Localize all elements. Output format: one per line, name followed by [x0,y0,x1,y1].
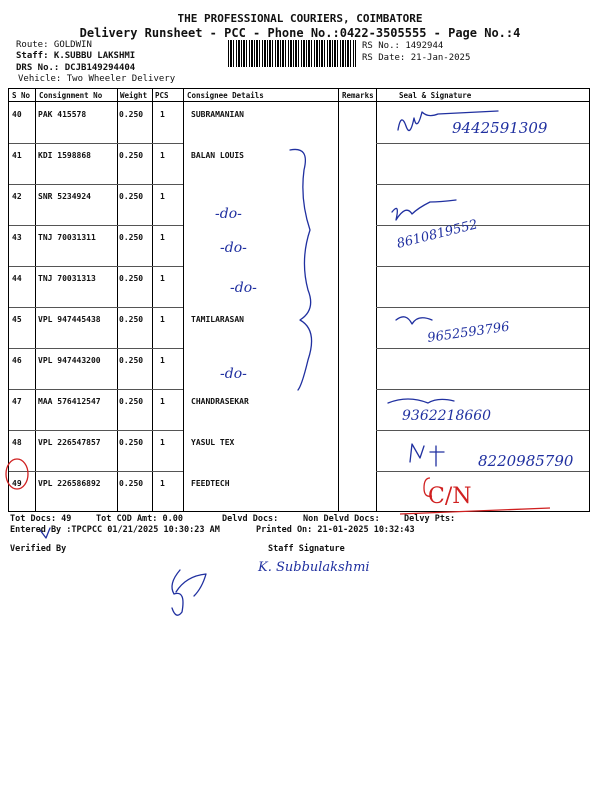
delvd-docs: Delvd Docs: [222,514,279,524]
cell-pcs: 1 [160,274,165,283]
cell-cons: PAK 415578 [38,110,87,119]
cell-consignee: BALAN LOUIS [191,151,244,160]
cell-weight: 0.250 [119,110,144,119]
cell-consignee: YASUL TEX [191,438,235,447]
staff-label: Staff: K.SUBBU LAKSHMI [16,51,136,61]
cell-weight: 0.250 [119,479,144,488]
cell-weight: 0.250 [119,397,144,406]
cell-cons: VPL 226547857 [38,438,101,447]
verified-by: Verified By [10,544,67,554]
cell-sno: 49 [12,479,22,488]
cell-consignee: SUBRAMANIAN [191,110,244,119]
cell-pcs: 1 [160,356,165,365]
cell-pcs: 1 [160,151,165,160]
cell-pcs: 1 [160,192,165,201]
delvy-pts: Delvy Pts: [404,514,456,524]
phone-row48: 8220985790 [478,452,574,470]
cell-cons: VPL 226586892 [38,479,101,488]
staff-signature-ink: K. Subbulakshmi [258,560,370,575]
entered-by: Entered By :TPCPCC 01/21/2025 10:30:23 AM [10,525,220,535]
runsheet-subtitle: Delivery Runsheet - PCC - Phone No.:0422-3505555 - Page No.:4 [79,26,521,40]
cell-sno: 48 [12,438,22,447]
cell-sno: 44 [12,274,22,283]
route-label: Route: GOLDWIN [16,40,92,50]
col-remarks: Remarks [342,91,374,100]
row49-circle [6,459,28,489]
cell-weight: 0.250 [119,192,144,201]
col-signature: Seal & Signature [399,91,472,100]
phone-row42: 8610819552 [395,217,480,252]
tot-docs: Tot Docs: 49 [10,514,72,524]
cell-cons: VPL 947445438 [38,315,101,324]
cell-weight: 0.250 [119,438,144,447]
rs-number: RS No.: 1492944 [362,41,444,51]
cn-text: C/N [428,484,472,509]
cell-sno: 46 [12,356,22,365]
col-pcs: PCS [155,91,169,100]
col-consignee: Consignee Details [187,91,264,100]
cell-pcs: 1 [160,110,165,119]
cell-weight: 0.250 [119,274,144,283]
phone-row40: 9442591309 [452,119,548,137]
cell-sno: 41 [12,151,22,160]
cell-cons: MAA 576412547 [38,397,101,406]
cell-pcs: 1 [160,315,165,324]
cell-cons: TNJ 70031311 [38,233,96,242]
cell-weight: 0.250 [119,151,144,160]
vehicle-label: Vehicle: Two Wheeler Delivery [18,74,176,84]
tot-cod: Tot COD Amt: 0.00 [96,514,183,524]
staff-signature-label: Staff Signature [268,544,345,554]
ditto-46: -do- [220,366,247,382]
cell-pcs: 1 [160,479,165,488]
cell-weight: 0.250 [119,356,144,365]
drs-label: DRS No.: DCJB149294404 [16,63,136,73]
col-sno: S No [12,91,31,100]
cell-cons: TNJ 70031313 [38,274,96,283]
cell-cons: SNR 5234924 [38,192,91,201]
cell-cons: VPL 947443200 [38,356,101,365]
phone-row47: 9362218660 [402,408,492,424]
cell-sno: 45 [12,315,22,324]
cell-weight: 0.250 [119,233,144,242]
cell-consignee: TAMILARASAN [191,315,244,324]
col-weight: Weight [120,91,148,100]
cell-consignee: FEEDTECH [191,479,230,488]
cell-sno: 47 [12,397,22,406]
cell-pcs: 1 [160,438,165,447]
cell-sno: 40 [12,110,22,119]
ditto-42: -do- [215,206,242,222]
ditto-43: -do- [220,240,247,256]
cell-sno: 42 [12,192,22,201]
cell-pcs: 1 [160,397,165,406]
ditto-44: -do- [230,280,257,296]
cell-consignee: CHANDRASEKAR [191,397,249,406]
non-delvd-docs: Non Delvd Docs: [303,514,380,524]
phone-row45: 9652593796 [426,319,511,346]
company-title: THE PROFESSIONAL COURIERS, COIMBATORE [177,12,423,25]
cell-weight: 0.250 [119,315,144,324]
printed-on: Printed On: 21-01-2025 10:32:43 [256,525,415,535]
rs-date: RS Date: 21-Jan-2025 [362,53,471,63]
cell-sno: 43 [12,233,22,242]
col-consignment: Consignment No [39,91,103,100]
cell-pcs: 1 [160,233,165,242]
cell-cons: KDI 1598868 [38,151,91,160]
